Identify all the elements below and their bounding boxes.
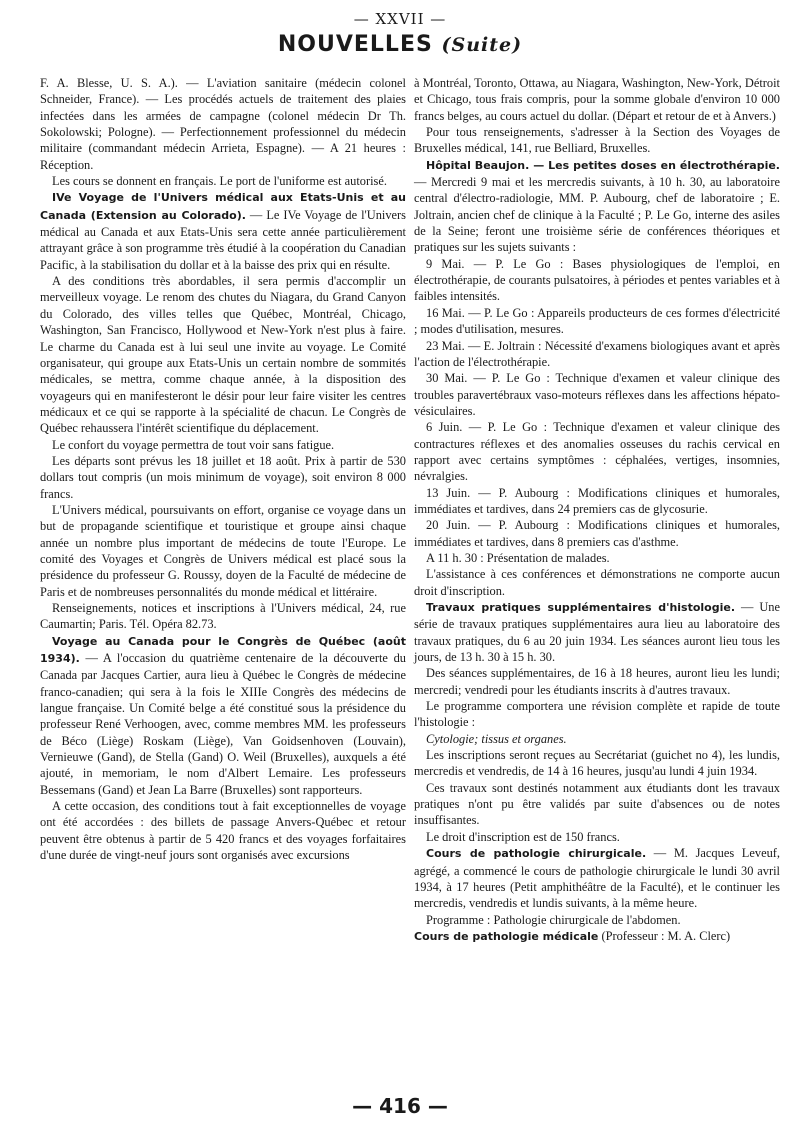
right-column <box>414 75 780 945</box>
title-main: NOUVELLES <box>277 32 433 57</box>
paragraph: Ces travaux sont destinés notamment aux étudiants dont les travaux pratiques n'ont pu être validés par suite d'absences ou de notes insuffisantes. <box>414 780 780 828</box>
news-item <box>414 845 780 911</box>
paragraph: Le droit d'inscription est de 150 francs. <box>426 829 620 844</box>
item-text: — M. Jacques Leveuf, agrégé, a commencé le cours de pathologie chirurgicale le lundi 30 avril 1934, à 17 heures (Petit amphithéâtre de la Faculté), et le continuer les mercredis, vendredis et lundis suivants, à la même heure. <box>414 846 780 911</box>
lecture-entry: 9 Mai. — P. Le Go : Bases physiologiques de l'emploi, en électrothérapie, de courants pulsatoires, à périodes et pentes variables et à faibles intensités. <box>414 256 780 304</box>
item-text: — Le IVe Voyage de l'Univers médical au Canada et aux Etats-Unis sera cette année particulièrement attrayant grâce à son programme très étudié à la coopération du Canadian Pacific, à la stabilisation du dollar et à la baisse des prix qui en résulte. <box>40 207 407 272</box>
paragraph: Les départs sont prévus les 18 juillet et 18 août. Prix à partir de 530 dollars tout compris (un mois minimum de voyage), soit environ 8 000 francs. <box>40 453 406 501</box>
news-item <box>414 599 780 665</box>
lecture-entry: 6 Juin. — P. Le Go : Technique d'examen et valeur clinique des contractures réflexes et des anomalies osseuses du rachis cervical en rapport avec certains symptômes : céphalées, vertiges, insomnies, névralgies. <box>414 420 780 484</box>
item-text: — A l'occasion du quatrième centenaire de la découverte du Canada par Jacques Cartier, aura lieu à Québec le Congrès de médecine franco-canadien; qui sera à la fois le XIIIe Congrès des médecins de langue française. Un Comité belge a été constitué sous la présidence du professeur René Verhoogen, avec, comme membres MM. les professeurs de Béco (Liège) Roskam (Liège), Van Goidsenhoven (Louvain), Vernieuwe (Gand), de Stella (Gand) O. Weil (Bruxelles), auxquels a été ajouté, in memoriam, le nom d'Albert Lemaire. Les professeurs Bessemans (Gand) et Jean La Barre (Bruxelles) sont rapporteurs. <box>40 651 406 797</box>
item-heading: Hôpital Beaujon. — Les petites doses en électrothérapie. <box>426 158 780 172</box>
paragraph: A des conditions très abordables, il sera permis d'accomplir un merveilleux voyage. Le renom des chutes du Niagara, du Grand Canyon du Colorado, des villes telles que Québec, Montréal, Chicago, Washington, San Francisco, Hollywood et New-York n'est plus à faire. Le charme du Canada est à lui seul une invite au voyage. Le Comité organisateur, qui groupe aux Etats-Unis un certain nombre de sommités médicales, se mettra, comme chaque année, à la disposition des voyageurs qui en manifesteront le désir pour leur faire visiter les centres médicaux et ce qui se rapporte à la spécialité de chacun. Le Congrès de Québec rehaussera l'intérêt scientifique du déplacement. <box>40 274 406 436</box>
item-text: (Professeur : M. A. Clerc) <box>598 928 731 943</box>
news-item <box>414 157 780 256</box>
lecture-entry: 20 Juin. — P. Aubourg : Modifications cliniques et humorales, immédiates et tardives, dans 8 premiers cas d'asthme. <box>414 518 780 549</box>
lecture-entry: 13 Juin. — P. Aubourg : Modifications cliniques et humorales, immédiates et tardives, dans 24 premiers cas de glycosurie. <box>414 485 780 516</box>
page-title <box>0 32 800 57</box>
news-item <box>40 633 406 798</box>
item-heading: Cours de pathologie médicale <box>414 929 599 943</box>
paragraph: Le programme comportera une révision complète et rapide de toute l'histologie : <box>414 699 780 730</box>
paragraph: A cette occasion, des conditions tout à fait exceptionnelles de voyage ont été accordées : des billets de passage Anvers-Québec et retour peuvent être obtenus à partir de 5 420 francs et des voyages forfaitaires d'une durée de vingt-neuf jours sont organisés avec excursions <box>40 799 406 863</box>
paragraph: Pour tous renseignements, s'adresser à la Section des Voyages de Bruxelles médical, 141, rue Belliard, Bruxelles. <box>414 125 780 156</box>
news-item <box>414 928 780 945</box>
paragraph: Les inscriptions seront reçues au Secrétariat (guichet no 4), les lundis, mercredis et vendredis, de 14 à 16 heures, jusqu'au lundi 4 juin 1934. <box>414 748 780 779</box>
paragraph: L'Univers médical, poursuivants on effort, organise ce voyage dans un but de propagande scientifique et touristique et groupe ainsi chaque année un nombre plus important de médecins de toute l'Europe. Le comité des Voyages et Congrès de Univers médical est placé sous la présidence du professeur G. Roussy, doyen de la Faculté de médecine de Paris et de nombreuses personnalités du monde médical et littéraire. <box>40 502 406 599</box>
paragraph: Le confort du voyage permettra de tout voir sans fatigue. <box>52 437 335 452</box>
item-heading: Voyage au Canada pour le Congrès de Québec (août 1934). <box>40 634 406 666</box>
news-item <box>40 189 406 273</box>
lecture-entry: 16 Mai. — P. Le Go : Appareils producteurs de ces formes d'électricité ; modes d'utilisation, mesures. <box>414 305 780 337</box>
item-heading: Cours de pathologie chirurgicale. <box>426 847 647 861</box>
paragraph: à Montréal, Toronto, Ottawa, au Niagara, Washington, New-York, Détroit et Chicago, tous frais compris, pour la somme globale d'environ 10 000 francs belges, au cours actuel du dollar. (Départ et retour de et à Anvers.) <box>414 76 780 123</box>
lecture-entry: 30 Mai. — P. Le Go : Technique d'examen et valeur clinique des troubles paravertébraux vaso-moteurs réflexes dans les affections hépato-vésiculaires. <box>414 371 780 418</box>
page-number: — 416 — <box>352 1094 448 1118</box>
paragraph: L'assistance à ces conférences et démonstrations ne comporte aucun droit d'inscription. <box>414 567 780 598</box>
paragraph: A 11 h. 30 : Présentation de malades. <box>426 550 610 565</box>
left-column <box>40 75 406 864</box>
item-text: — Mercredi 9 mai et les mercredis suivants, à 10 h. 30, au laboratoire central d'électro-radiologie, MM. P. Aubourg, chef de laboratoire ; E. Joltrain, ancien chef de clinique à la Faculté ; P. Le Go, interne des asiles de la Seine; feront une troisième série de conférences théoriques et pratiques sur les sujets suivants : <box>414 175 780 255</box>
item-heading: IVe Voyage de l'Univers médical aux Etats-Unis et au Canada (Extension au Colorado). <box>40 191 406 222</box>
paragraph: F. A. Blesse, U. S. A.). — L'aviation sanitaire (médecin colonel Schneider, France). — Les procédés actuels de traitement des plaies infectées dans les armées de campagne (colonel médecin Dr Th. Sokolowski; Pologne). — Perfectionnement professionnel du médecin militaire (commandant médecin Arrieta, Espagne). — A 21 heures : Réception. <box>40 76 406 172</box>
item-heading: Travaux pratiques supplémentaires d'histologie. <box>426 601 736 614</box>
paragraph: Des séances supplémentaires, de 16 à 18 heures, auront lieu les lundi; mercredi; vendredi pour les étudiants inscrits à d'autres travaux. <box>414 666 780 697</box>
lecture-entry: 23 Mai. — E. Joltrain : Nécessité d'examens biologiques avant et après l'action de l'électrothérapie. <box>414 338 780 369</box>
page-roman-number: — XXVII — <box>353 10 447 28</box>
paragraph: Cytologie; tissus et organes. <box>426 731 567 746</box>
paragraph: Les cours se donnent en français. Le port de l'uniforme est autorisé. <box>52 174 387 189</box>
title-suite: (Suite) <box>441 34 523 56</box>
paragraph: Renseignements, notices et inscriptions à l'Univers médical, 24, rue Caumartin; Paris. Tél. Opéra 82.73. <box>40 601 406 632</box>
paragraph: Programme : Pathologie chirurgicale de l'abdomen. <box>426 912 681 927</box>
item-text: — Une série de travaux pratiques supplémentaires aura lieu au laboratoire des travaux pratiques, du 6 au 20 juin 1934. Les séances auront lieu tous les jours, de 13 h. 30 à 15 h. 30. <box>414 600 780 665</box>
